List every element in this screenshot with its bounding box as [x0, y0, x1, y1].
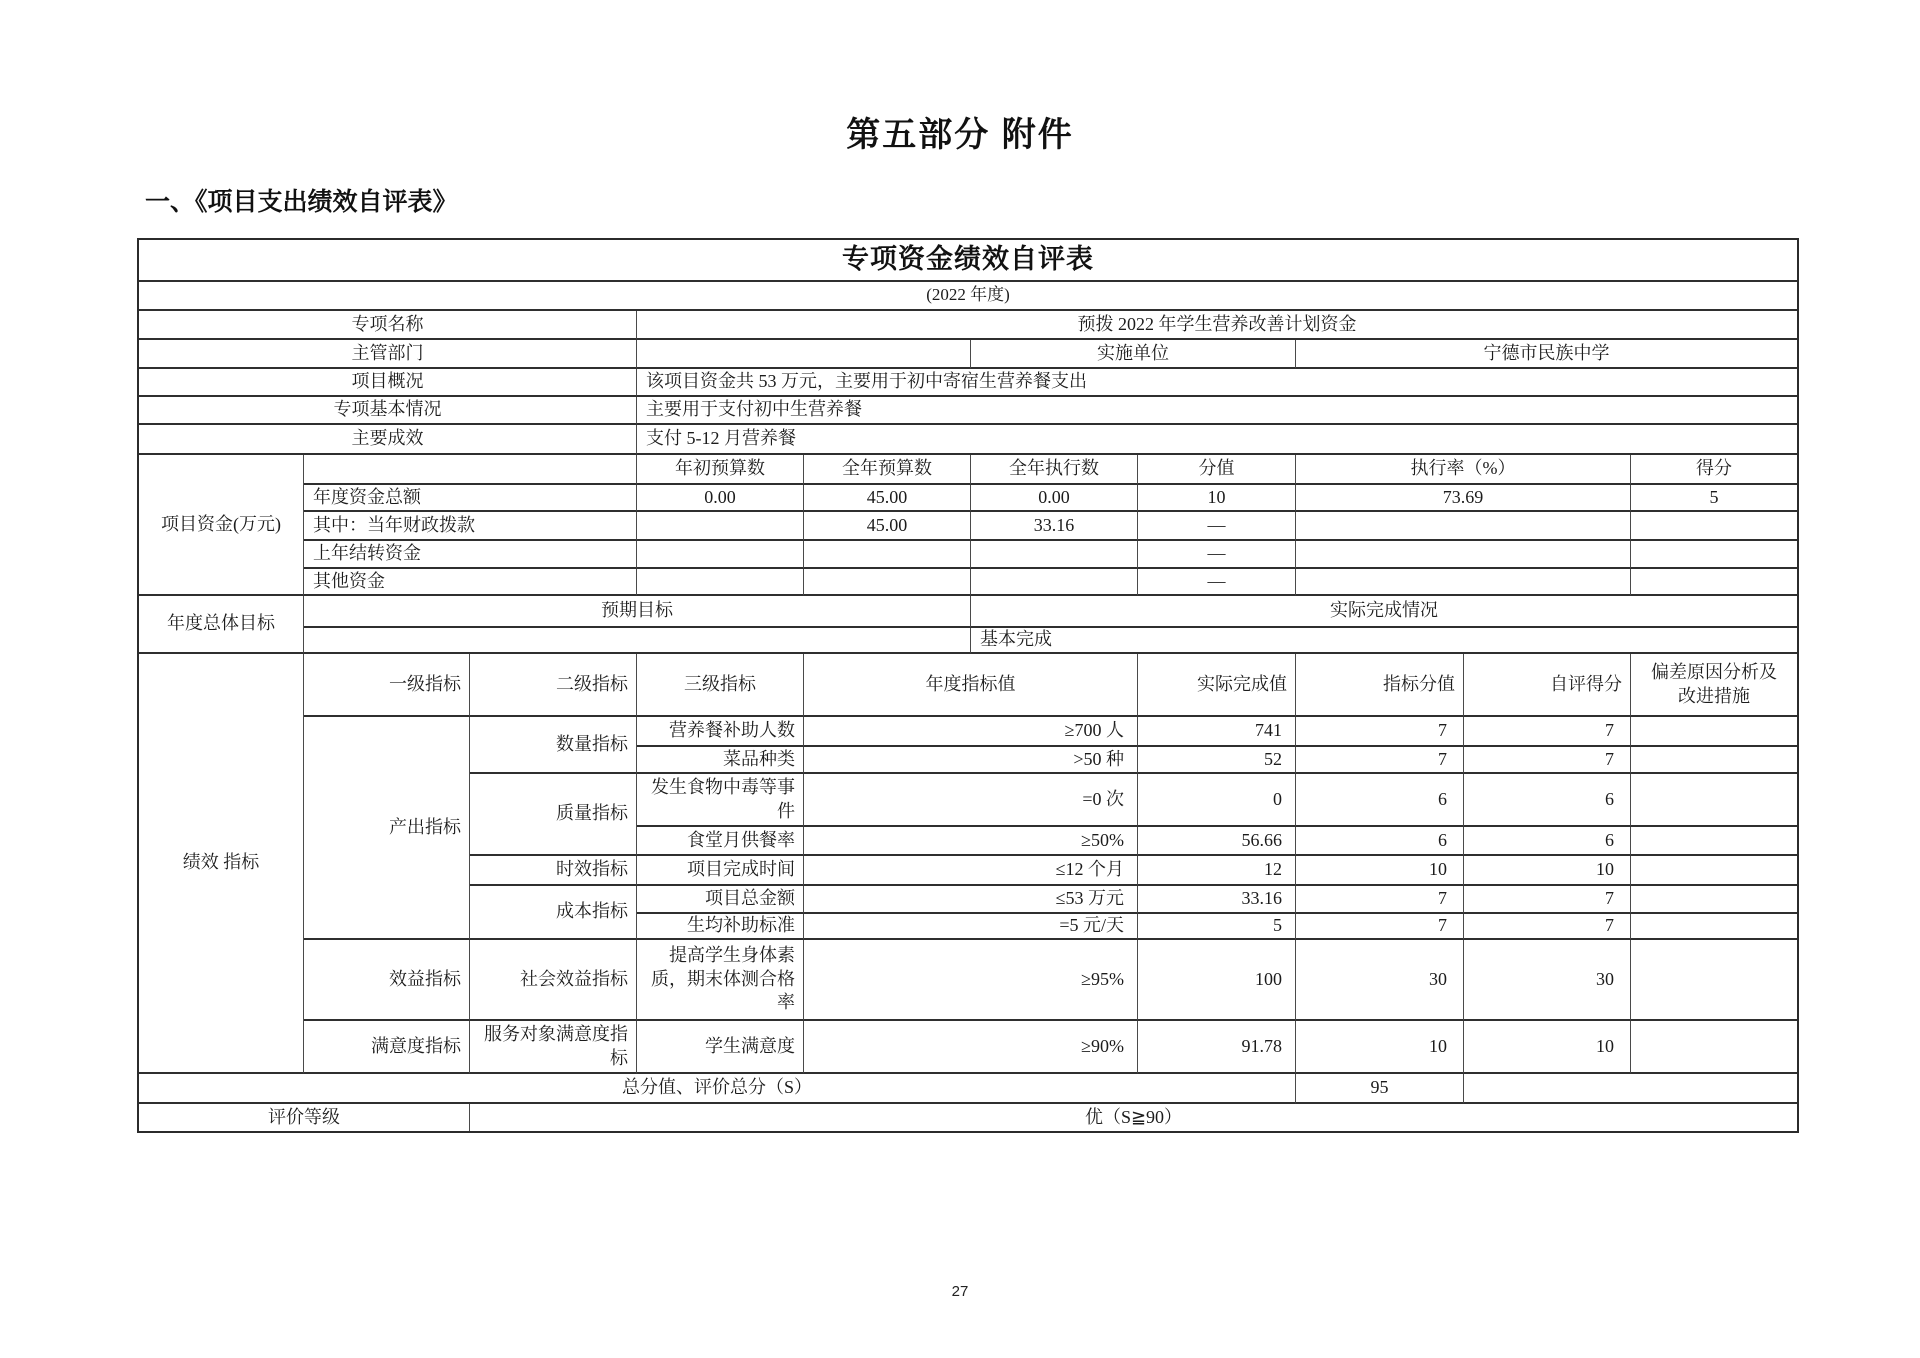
perf-header-self-score: 自评得分 — [1464, 654, 1631, 717]
funds-row-label: 年度资金总额 — [304, 485, 637, 512]
funds-value: — — [1138, 512, 1296, 541]
page-number: 27 — [951, 1283, 969, 1300]
funds-value — [637, 541, 804, 569]
perf-target-value: ≥90% — [804, 1021, 1138, 1074]
funds-value: — — [1138, 541, 1296, 569]
perf-deviation-value — [1631, 717, 1797, 747]
funds-value: 45.00 — [804, 512, 971, 541]
perf-level2-service: 服务对象满意度指标 — [470, 1021, 637, 1074]
funds-value: 45.00 — [804, 485, 971, 512]
perf-target-value: ≥95% — [804, 940, 1138, 1021]
perf-self-score-value: 30 — [1464, 940, 1631, 1021]
perf-level1-benefit: 效益指标 — [304, 940, 470, 1021]
project-name-value: 预拨 2022 年学生营养改善计划资金 — [637, 311, 1797, 340]
funds-value — [971, 541, 1138, 569]
basic-info-value: 主要用于支付初中生营养餐 — [637, 397, 1797, 425]
perf-points-value: 7 — [1296, 914, 1464, 940]
perf-indicator-name: 生均补助标准 — [637, 914, 804, 940]
dept-label: 主管部门 — [139, 340, 637, 369]
self-evaluation-table — [137, 238, 1799, 1133]
perf-self-score-value: 7 — [1464, 914, 1631, 940]
perf-actual-value: 12 — [1138, 856, 1296, 886]
unit-label: 实施单位 — [971, 340, 1296, 369]
basic-info-label: 专项基本情况 — [139, 397, 637, 425]
goal-actual-value: 基本完成 — [971, 628, 1797, 654]
grade-label: 评价等级 — [139, 1104, 470, 1131]
perf-indicator-name: 营养餐补助人数 — [637, 717, 804, 747]
perf-deviation-value — [1631, 914, 1797, 940]
perf-actual-value: 0 — [1138, 774, 1296, 827]
perf-level2-quantity: 数量指标 — [470, 717, 637, 774]
funds-value — [637, 569, 804, 596]
perf-self-score-value: 7 — [1464, 747, 1631, 774]
perf-level2-cost: 成本指标 — [470, 886, 637, 940]
perf-indicator-name: 发生食物中毒等事件 — [637, 774, 804, 827]
perf-target-value: ≤53 万元 — [804, 886, 1138, 914]
perf-deviation-value — [1631, 856, 1797, 886]
perf-header-target: 年度指标值 — [804, 654, 1138, 717]
perf-target-value: =0 次 — [804, 774, 1138, 827]
funds-value: — — [1138, 569, 1296, 596]
funds-value — [1631, 512, 1797, 541]
perf-points-value: 7 — [1296, 717, 1464, 747]
funds-value — [1296, 569, 1631, 596]
effect-label: 主要成效 — [139, 425, 637, 455]
perf-level1-satisfaction: 满意度指标 — [304, 1021, 470, 1074]
funds-col-initial-budget: 年初预算数 — [637, 455, 804, 485]
funds-value: 33.16 — [971, 512, 1138, 541]
perf-level2-timeliness: 时效指标 — [470, 856, 637, 886]
funds-value — [1631, 541, 1797, 569]
funds-value — [971, 569, 1138, 596]
summary-empty — [1464, 1074, 1797, 1104]
perf-deviation-value — [1631, 774, 1797, 827]
perf-level2-quality: 质量指标 — [470, 774, 637, 856]
summary-score: 95 — [1296, 1074, 1464, 1104]
perf-indicator-name: 菜品种类 — [637, 747, 804, 774]
funds-col-annual-exec: 全年执行数 — [971, 455, 1138, 485]
perf-deviation-value — [1631, 1021, 1797, 1074]
funds-value — [1296, 541, 1631, 569]
funds-row-label: 上年结转资金 — [304, 541, 637, 569]
perf-header-level1: 一级指标 — [304, 654, 470, 717]
perf-actual-value: 741 — [1138, 717, 1296, 747]
perf-self-score-value: 6 — [1464, 827, 1631, 856]
funds-value — [804, 541, 971, 569]
perf-points-value: 6 — [1296, 827, 1464, 856]
overview-value: 该项目资金共 53 万元，主要用于初中寄宿生营养餐支出 — [637, 369, 1797, 397]
perf-actual-value: 5 — [1138, 914, 1296, 940]
perf-actual-value: 33.16 — [1138, 886, 1296, 914]
perf-level1-output: 产出指标 — [304, 717, 470, 940]
funds-header-empty — [304, 455, 637, 485]
perf-actual-value: 52 — [1138, 747, 1296, 774]
perf-points-value: 30 — [1296, 940, 1464, 1021]
funds-row-label: 其他资金 — [304, 569, 637, 596]
perf-header-level3: 三级指标 — [637, 654, 804, 717]
goal-side-label: 年度总体目标 — [139, 596, 304, 654]
perf-indicator-name: 项目总金额 — [637, 886, 804, 914]
perf-target-value: ≥700 人 — [804, 717, 1138, 747]
funds-value — [637, 512, 804, 541]
perf-indicator-name: 项目完成时间 — [637, 856, 804, 886]
funds-value: 0.00 — [971, 485, 1138, 512]
perf-points-value: 10 — [1296, 856, 1464, 886]
perf-self-score-value: 10 — [1464, 1021, 1631, 1074]
perf-indicator-name: 学生满意度 — [637, 1021, 804, 1074]
perf-indicator-name: 提高学生身体素质，期末体测合格率 — [637, 940, 804, 1021]
perf-header-deviation-line1: 偏差原因分析及 — [1651, 662, 1777, 683]
perf-indicator-name: 食堂月供餐率 — [637, 827, 804, 856]
perf-header-deviation-line2: 改进措施 — [1678, 685, 1750, 706]
perf-points-value: 6 — [1296, 774, 1464, 827]
perf-target-value: >50 种 — [804, 747, 1138, 774]
funds-col-exec-rate: 执行率（%） — [1296, 455, 1631, 485]
perf-target-value: =5 元/天 — [804, 914, 1138, 940]
perf-actual-value: 56.66 — [1138, 827, 1296, 856]
funds-col-annual-budget: 全年预算数 — [804, 455, 971, 485]
perf-self-score-value: 7 — [1464, 717, 1631, 747]
summary-label: 总分值、评价总分（S） — [139, 1074, 1296, 1104]
perf-actual-value: 100 — [1138, 940, 1296, 1021]
perf-side-label: 绩效 指标 — [139, 654, 304, 1074]
perf-header-actual: 实际完成值 — [1138, 654, 1296, 717]
project-name-label: 专项名称 — [139, 311, 637, 340]
perf-deviation-value — [1631, 747, 1797, 774]
unit-value: 宁德市民族中学 — [1296, 340, 1797, 369]
funds-col-score: 得分 — [1631, 455, 1797, 485]
perf-self-score-value: 6 — [1464, 774, 1631, 827]
funds-value: 10 — [1138, 485, 1296, 512]
perf-points-value: 7 — [1296, 886, 1464, 914]
funds-value — [1631, 569, 1797, 596]
perf-deviation-value — [1631, 886, 1797, 914]
funds-value — [1296, 512, 1631, 541]
overview-label: 项目概况 — [139, 369, 637, 397]
goal-expected-value — [304, 628, 971, 654]
funds-value: 0.00 — [637, 485, 804, 512]
table-year: (2022 年度) — [139, 282, 1797, 311]
perf-self-score-value: 7 — [1464, 886, 1631, 914]
perf-header-deviation — [1631, 654, 1797, 717]
perf-points-value: 7 — [1296, 747, 1464, 774]
funds-value: 73.69 — [1296, 485, 1631, 512]
funds-col-points: 分值 — [1138, 455, 1296, 485]
document-part-title: 第五部分 附件 — [846, 116, 1074, 154]
perf-header-points: 指标分值 — [1296, 654, 1464, 717]
dept-value — [637, 340, 971, 369]
funds-value — [804, 569, 971, 596]
table-title: 专项资金绩效自评表 — [139, 240, 1797, 282]
funds-value: 5 — [1631, 485, 1797, 512]
goal-actual-header: 实际完成情况 — [971, 596, 1797, 628]
perf-header-level2: 二级指标 — [470, 654, 637, 717]
perf-target-value: ≥50% — [804, 827, 1138, 856]
funds-row-label: 其中：当年财政拨款 — [304, 512, 637, 541]
perf-actual-value: 91.78 — [1138, 1021, 1296, 1074]
goal-expected-header: 预期目标 — [304, 596, 971, 628]
perf-level2-social: 社会效益指标 — [470, 940, 637, 1021]
perf-self-score-value: 10 — [1464, 856, 1631, 886]
perf-deviation-value — [1631, 827, 1797, 856]
effect-value: 支付 5-12 月营养餐 — [637, 425, 1797, 455]
perf-deviation-value — [1631, 940, 1797, 1021]
grade-value: 优（S≧90） — [1084, 1106, 1183, 1127]
perf-target-value: ≤12 个月 — [804, 856, 1138, 886]
funds-side-label: 项目资金(万元) — [139, 455, 304, 596]
perf-points-value: 10 — [1296, 1021, 1464, 1074]
section-heading: 一、《项目支出绩效自评表》 — [145, 188, 458, 216]
